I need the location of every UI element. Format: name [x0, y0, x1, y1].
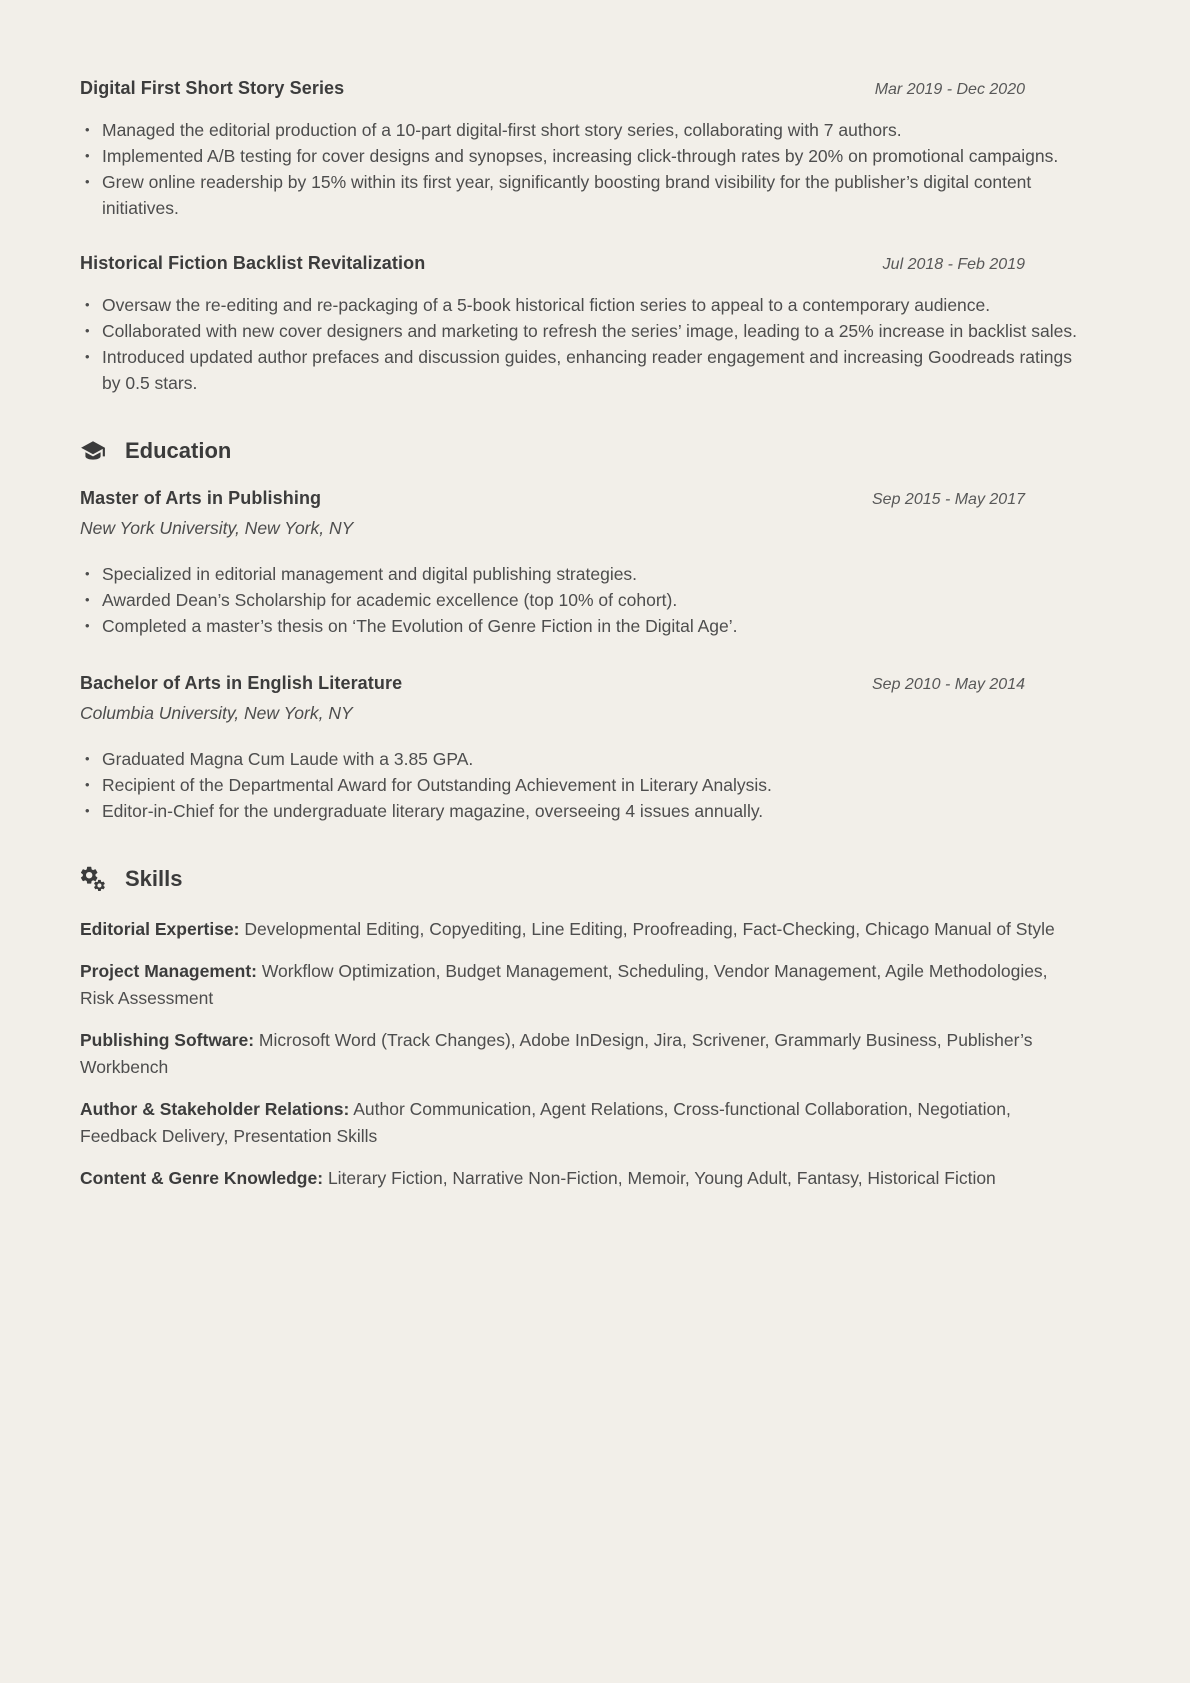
skill-category-label: Content & Genre Knowledge: [80, 1168, 324, 1188]
skills-section [80, 866, 1080, 1192]
institution: Columbia University, New York, NY [80, 703, 353, 723]
bullet-item: • Awarded Dean’s Scholarship for academic excellence (top 10% of cohort). [85, 587, 1080, 613]
skill-category-items: Microsoft Word (Track Changes), Adobe InDesign, Jira, Scrivener, Grammarly Business, Publisher’s Workbench [80, 1030, 1033, 1077]
education-entry-header [80, 488, 1080, 509]
skill-category [80, 1096, 1080, 1150]
experience-entry [80, 78, 1080, 221]
bullet-list [80, 746, 1080, 824]
education-section-header [80, 438, 1080, 464]
graduation-cap-icon [80, 438, 106, 464]
skill-category [80, 1027, 1080, 1081]
skill-category-items: Workflow Optimization, Budget Management, Scheduling, Vendor Management, Agile Methodologies, Risk Assessment [80, 961, 1048, 1008]
date-range: Sep 2015 - May 2017 [872, 491, 1025, 508]
skill-category [80, 916, 1080, 943]
section-title: Skills [125, 866, 183, 891]
experience-entry [80, 253, 1080, 396]
skill-category-items: Developmental Editing, Copyediting, Line Editing, Proofreading, Fact-Checking, Chicago Manual of Style [244, 919, 1055, 939]
skill-category-label: Editorial Expertise: [80, 919, 240, 939]
date-range: Sep 2010 - May 2014 [872, 676, 1025, 693]
education-section [80, 438, 1080, 824]
skill-category-items: Author Communication, Agent Relations, Cross-functional Collaboration, Negotiation, Feedback Delivery, Presentation Skills [80, 1099, 1011, 1146]
skill-category-label: Publishing Software: [80, 1030, 255, 1050]
bullet-item: • Editor-in-Chief for the undergraduate literary magazine, overseeing 4 issues annually. [85, 798, 1080, 824]
experience-entry-header [80, 78, 1080, 99]
bullet-item: • Managed the editorial production of a 10-part digital-first short story series, collaborating with 7 authors. [85, 117, 1080, 143]
bullet-item: • Graduated Magna Cum Laude with a 3.85 GPA. [85, 746, 1080, 772]
bullet-item: • Completed a master’s thesis on ‘The Evolution of Genre Fiction in the Digital Age’. [85, 613, 1080, 639]
skill-category-items: Literary Fiction, Narrative Non-Fiction, Memoir, Young Adult, Fantasy, Historical Fiction [327, 1168, 996, 1188]
bullet-item: • Recipient of the Departmental Award for Outstanding Achievement in Literary Analysis. [85, 772, 1080, 798]
skill-category-label: Project Management: [80, 961, 257, 981]
bullet-item: • Oversaw the re-editing and re-packaging of a 5-book historical fiction series to appeal to a contemporary audience. [85, 292, 1080, 318]
degree-title: Bachelor of Arts in English Literature [80, 673, 403, 693]
bullet-list [80, 561, 1080, 639]
education-entry [80, 673, 1080, 824]
education-entry-header [80, 673, 1080, 694]
skill-category-label: Author & Stakeholder Relations: [80, 1099, 350, 1119]
institution: New York University, New York, NY [80, 518, 354, 538]
section-title: Education [125, 438, 232, 463]
skill-category [80, 958, 1080, 1012]
degree-title: Master of Arts in Publishing [80, 488, 322, 508]
bullet-item: • Grew online readership by 15% within its first year, significantly boosting brand visibility for the publisher’s digital content initiatives. [85, 169, 1080, 221]
bullet-item: • Specialized in editorial management and digital publishing strategies. [85, 561, 1080, 587]
project-title: Digital First Short Story Series [80, 78, 345, 98]
date-range: Mar 2019 - Dec 2020 [874, 81, 1025, 98]
bullet-item: • Collaborated with new cover designers and marketing to refresh the series’ image, leading to a 25% increase in backlist sales. [85, 318, 1080, 344]
bullet-item: • Implemented A/B testing for cover designs and synopses, increasing click-through rates by 20% on promotional campaigns. [85, 143, 1080, 169]
experience-entry-header [80, 253, 1080, 274]
bullet-item: • Introduced updated author prefaces and discussion guides, enhancing reader engagement and increasing Goodreads ratings by 0.5 stars. [85, 344, 1080, 396]
bullet-list [80, 117, 1080, 221]
education-entry [80, 488, 1080, 639]
date-range: Jul 2018 - Feb 2019 [882, 256, 1025, 273]
gears-icon [80, 866, 106, 892]
experience-section [80, 78, 1080, 396]
skills-section-header [80, 866, 1080, 892]
bullet-list [80, 292, 1080, 396]
skill-category [80, 1165, 1080, 1192]
project-title: Historical Fiction Backlist Revitalization [80, 253, 426, 273]
